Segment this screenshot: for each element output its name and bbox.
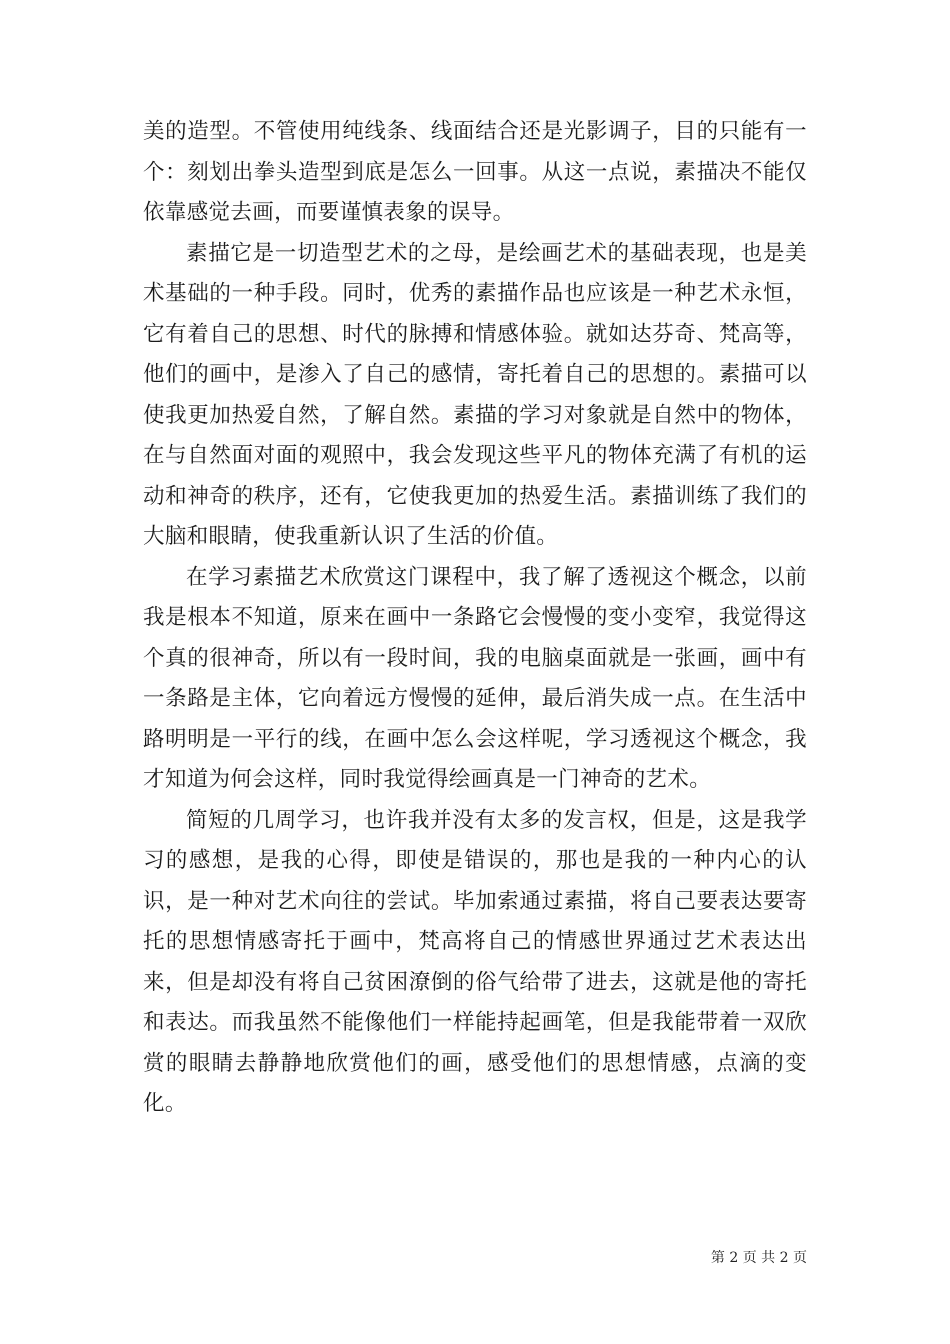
paragraph-3: 在学习素描艺术欣赏这门课程中，我了解了透视这个概念，以前我是根本不知道，原来在画中一条路它会慢慢的变小变窄，我觉得这个真的很神奇，所以有一段时间，我的电脑桌面就是一张画，画中有一条路是主体，它向着远方慢慢的延伸，最后消失成一点。在生活中路明明是一平行的线，在画中怎么会这样呢，学习透视这个概念，我才知道为何会这样，同时我觉得绘画真是一门神奇的艺术。 (143, 564, 807, 792)
paragraph-2: 素描它是一切造型艺术的之母，是绘画艺术的基础表现，也是美术基础的一种手段。同时，优秀的素描作品也应该是一种艺术永恒，它有着自己的思想、时代的脉搏和情感体验。就如达芬奇、梵高等，他们的画中，是渗入了自己的感情，寄托着自己的思想的。素描可以使我更加热爱自然，了解自然。素描的学习对象就是自然中的物体，在与自然面对面的观照中，我会发现这些平凡的物体充满了有机的运动和神奇的秩序，还有，它使我更加的热爱生活。素描训练了我们的大脑和眼睛，使我重新认识了生活的价值。 (143, 240, 807, 549)
page-number-footer: 第 2 页 共 2 页 (710, 1250, 807, 1266)
paragraph-4: 简短的几周学习，也许我并没有太多的发言权，但是，这是我学习的感想，是我的心得，即使是错误的，那也是我的一种内心的认识，是一种对艺术向往的尝试。毕加索通过素描，将自己要表达要寄托的思想情感寄托于画中，梵高将自己的情感世界通过艺术表达出来，但是却没有将自己贫困潦倒的俗气给带了进去，这就是他的寄托和表达。而我虽然不能像他们一样能持起画笔，但是我能带着一双欣赏的眼睛去静静地欣赏他们的画，感受他们的思想情感，点滴的变化。 (143, 807, 807, 1116)
document-body (143, 112, 807, 1125)
paragraph-1: 美的造型。不管使用纯线条、线面结合还是光影调子，目的只能有一个：刻划出拳头造型到底是怎么一回事。从这一点说，素描决不能仅依靠感觉去画，而要谨慎表象的误导。 (143, 119, 807, 225)
